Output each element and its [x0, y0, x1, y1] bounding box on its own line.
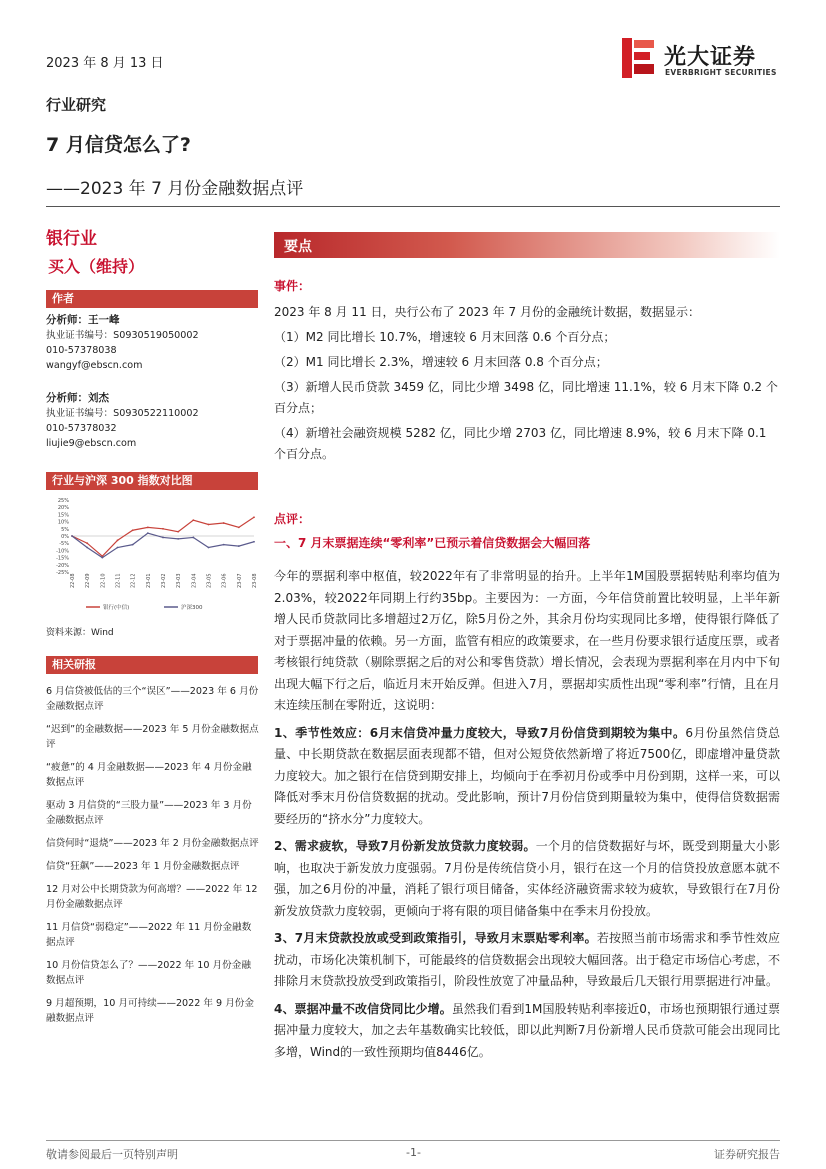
- y-tick-label: -20%: [56, 562, 69, 569]
- paragraph-1: 今年的票据利率中枢值，较2022年有了非常明显的抬升。上半年1M国股票据转贴利率均值为2.03%，较2022年同期上行约35bp。主要因为：一方面，今年信贷前置比较明显，上半年新增人民币贷款同比多增超过2万亿，除5月份之外，其余月份均实现同比多增，使得银行降低了对于票据冲量的依赖。另一方面，监管有相应的政策要求，在一些月份要求银行适度压票，或者考核银行纯贷款（剔除票据之后的对公和零售贷款）增长情况，会表现为票据利率在月内中下旬出现大幅下行之后，临近月末开始反弹。但进入7月，票据却实质性出现“零利率”行情，且在月末连续压制在零附近，这说明：: [274, 569, 780, 712]
- related-reports-list: [46, 684, 260, 1034]
- data-point: [177, 531, 179, 533]
- legend-label: 沪深300: [181, 605, 203, 611]
- data-point: [86, 542, 88, 544]
- report-type: 证券研究报告: [714, 1148, 780, 1161]
- analyst-block-1: [46, 313, 260, 373]
- event-item: （2）M1 同比增长 2.3%，增速较 6 月末回落 0.8 个百分点；: [274, 355, 608, 369]
- analyst-name: 分析师：王一峰: [46, 314, 120, 326]
- report-category: 行业研究: [46, 96, 107, 114]
- comment-label: 点评：: [274, 512, 311, 526]
- paragraph-4-lead: 3、7月末贷款投放或受到政策指引，导致月末票贴零利率。: [274, 931, 597, 945]
- report-date: 2023 年 8 月 13 日: [46, 56, 164, 71]
- x-tick-label: 23-08: [252, 573, 258, 588]
- y-tick-label: 5%: [61, 526, 69, 533]
- chart-header: 行业与沪深 300 指数对比图: [46, 472, 258, 490]
- x-tick-label: 22-12: [130, 573, 137, 588]
- data-point: [223, 544, 225, 546]
- x-tick-label: 22-08: [70, 573, 76, 588]
- paragraph-2-body: 6月份虽然信贷总量、中长期贷款在数据层面表现都不错，但对公短贷依然新增了将近7500亿，即虚增冲量贷款力度较大。加之银行在信贷到期安排上，均倾向于在季初月份或季中月份到期，这样一来，可以降低对季末月份信贷数据的扰动。受此影响，预计7月份信贷到期量较为集中，使得信贷数据需要经历的“挤水分”力度较大。: [274, 725, 780, 826]
- paragraph-3-body: 一个月的信贷数据好与坏，既受到期量大小影响，也取决于新发放力度强弱。7月份是传统信贷小月，银行在这一个月的信贷投放意愿本就不强，加之6月份的冲量，消耗了银行项目储备，实体经济融资需求较为疲软，导致银行在7月份新发放贷款力度较弱，更倾向于将有限的项目储备集中在季末月份投放。: [274, 839, 780, 918]
- related-report-link[interactable]: 信贷何时“退烧”——2023 年 2 月份金融数据点评: [46, 838, 259, 849]
- data-point: [162, 528, 164, 530]
- authors-header: 作者: [46, 290, 258, 308]
- data-point: [223, 522, 225, 524]
- paragraph-3-lead: 2、需求疲软，导致7月份新发放贷款力度较弱。: [274, 839, 536, 853]
- rating-label: 买入（维持）: [48, 257, 145, 276]
- x-tick-label: 22-11: [115, 573, 122, 588]
- y-tick-label: 10%: [57, 519, 69, 526]
- keypoints-title: 要点: [284, 239, 312, 255]
- analyst-block-2: [46, 391, 260, 451]
- data-point: [208, 524, 210, 526]
- data-point: [132, 529, 134, 531]
- chart-source: 资料来源：Wind: [46, 628, 114, 638]
- y-tick-label: -10%: [56, 548, 69, 555]
- event-intro: 2023 年 8 月 11 日，央行公布了 2023 年 7 月份的金融统计数据，数据显示：: [274, 305, 700, 319]
- data-point: [117, 539, 119, 541]
- x-tick-label: 23-06: [221, 573, 228, 588]
- data-point: [162, 537, 164, 539]
- data-point: [253, 541, 255, 543]
- page-number: -1-: [406, 1146, 421, 1159]
- paragraph-5-lead: 4、票据冲量不改信贷同比少增。: [274, 1001, 452, 1016]
- analyst-phone: 010-57378032: [46, 423, 117, 434]
- data-point: [208, 547, 210, 549]
- x-tick-label: 23-05: [206, 573, 213, 588]
- data-point: [147, 526, 149, 528]
- data-point: [101, 557, 103, 559]
- sector-name: 银行业: [46, 229, 97, 249]
- disclaimer-note: 敬请参阅最后一页特别声明: [46, 1148, 178, 1161]
- x-tick-label: 23-02: [161, 573, 167, 588]
- related-report-link[interactable]: “疲惫”的 4 月金融数据——2023 年 4 月份金融数据点评: [46, 762, 252, 788]
- y-tick-label: -5%: [59, 541, 69, 548]
- related-report-link[interactable]: 驱动 3 月信贷的“三股力量”——2023 年 3 月份金融数据点评: [46, 800, 252, 826]
- y-tick-label: 0%: [61, 534, 69, 540]
- report-subtitle: ——2023 年 7 月份金融数据点评: [46, 179, 304, 199]
- paragraph-2: [274, 723, 780, 831]
- legend-label: 银行(中信): [103, 605, 130, 611]
- x-tick-label: 22-10: [100, 573, 107, 588]
- x-tick-label: 22-09: [85, 573, 92, 588]
- x-tick-label: 23-04: [191, 573, 198, 588]
- comparison-chart-svg: [46, 494, 260, 616]
- paragraph-4-body: 若按照当前市场需求和季节性效应扰动，市场化决策机制下，可能最终的信贷数据会出现较大幅回落。出于稳定市场信心考虑，不排除月末贷款投放受到政策指引，阶段性放宽了冲量品种，导致最后几天银行用票据进行冲量。: [274, 931, 780, 988]
- related-report-link[interactable]: 10 月份信贷怎么了？——2022 年 10 月份金融数据点评: [46, 960, 251, 986]
- data-point: [238, 545, 240, 547]
- related-report-link[interactable]: 9 月超预期，10 月可持续——2022 年 9 月份金融数据点评: [46, 998, 254, 1024]
- data-point: [71, 535, 73, 537]
- x-tick-label: 23-03: [176, 573, 183, 588]
- logo-chinese-text: 光大证券: [664, 45, 757, 70]
- event-item: （3）新增人民币贷款 3459 亿，同比少增 3498 亿，同比增速 11.1%，较 6 月末下降 0.2 个百分点；: [274, 380, 778, 415]
- paragraph-5-body: 虽然我们看到1M国股转贴利率接近0，市场也预期银行通过票据冲量力度较大，加之去年基数确实比较低，即以此判断7月份新增人民币贷款可能会出现同比多增，Wind的一致性预期均值8446亿。: [274, 1001, 780, 1059]
- related-report-link[interactable]: “迟到”的金融数据——2023 年 5 月份金融数据点评: [46, 724, 259, 750]
- y-tick-label: -25%: [56, 570, 69, 576]
- keypoints-banner: [274, 232, 780, 258]
- y-tick-label: 20%: [57, 505, 69, 512]
- footer-divider: [46, 1140, 780, 1141]
- header-divider: [46, 206, 780, 207]
- related-report-link[interactable]: 信贷“狂飙”——2023 年 1 月份金融数据点评: [46, 861, 240, 872]
- data-point: [253, 516, 255, 518]
- data-point: [192, 519, 194, 521]
- event-label: 事件：: [274, 279, 311, 293]
- y-tick-label: 15%: [57, 512, 69, 519]
- data-point: [192, 537, 194, 539]
- data-point: [132, 544, 134, 546]
- analyst-email[interactable]: liujie9@ebscn.com: [46, 438, 137, 449]
- analyst-cert: 执业证书编号：S0930522110002: [46, 408, 199, 419]
- x-tick-label: 23-07: [236, 573, 243, 588]
- y-tick-label: 25%: [57, 498, 69, 504]
- paragraph-2-lead: 1、季节性效应：6月末信贷冲量力度较大，导致7月份信贷到期较为集中。: [274, 725, 686, 740]
- analysis-body: [274, 566, 780, 1063]
- everbright-logo-icon: [620, 36, 660, 80]
- related-report-link[interactable]: 6 月信贷被低估的三个“误区”——2023 年 6 月份金融数据点评: [46, 686, 259, 712]
- report-title: 7 月信贷怎么了?: [46, 134, 191, 156]
- paragraph-3: [274, 836, 780, 922]
- data-point: [86, 547, 88, 549]
- data-point: [177, 538, 179, 540]
- paragraph-4: [274, 928, 780, 993]
- event-item: （4）新增社会融资规模 5282 亿，同比少增 2703 亿，同比增速 8.9%，较 6 月末下降 0.1 个百分点。: [274, 426, 767, 461]
- analyst-cert: 执业证书编号：S0930519050002: [46, 330, 199, 341]
- data-point: [117, 547, 119, 549]
- y-tick-label: -15%: [56, 555, 69, 562]
- x-tick-label: 23-01: [145, 573, 152, 588]
- event-item: （1）M2 同比增长 10.7%，增速较 6 月末回落 0.6 个百分点；: [274, 330, 616, 344]
- comparison-chart: [46, 494, 260, 616]
- data-point: [147, 532, 149, 534]
- event-section: [274, 275, 780, 465]
- related-report-link[interactable]: 12 月对公中长期贷款为何高增？——2022 年 12 月份金融数据点评: [46, 884, 258, 910]
- related-header: 相关研报: [46, 656, 258, 674]
- comment-section: [274, 508, 780, 554]
- analyst-name: 分析师：刘杰: [46, 392, 109, 404]
- analyst-email[interactable]: wangyf@ebscn.com: [46, 360, 143, 371]
- section-1-title: 一、7 月末票据连续“零利率”已预示着信贷数据会大幅回落: [274, 536, 591, 550]
- related-report-link[interactable]: 11 月信贷“弱稳定”——2022 年 11 月份金融数据点评: [46, 922, 252, 948]
- paragraph-5: [274, 999, 780, 1064]
- data-point: [238, 526, 240, 528]
- analyst-phone: 010-57378038: [46, 345, 117, 356]
- company-logo: [620, 36, 790, 80]
- logo-english-text: EVERBRIGHT SECURITIES: [665, 68, 777, 77]
